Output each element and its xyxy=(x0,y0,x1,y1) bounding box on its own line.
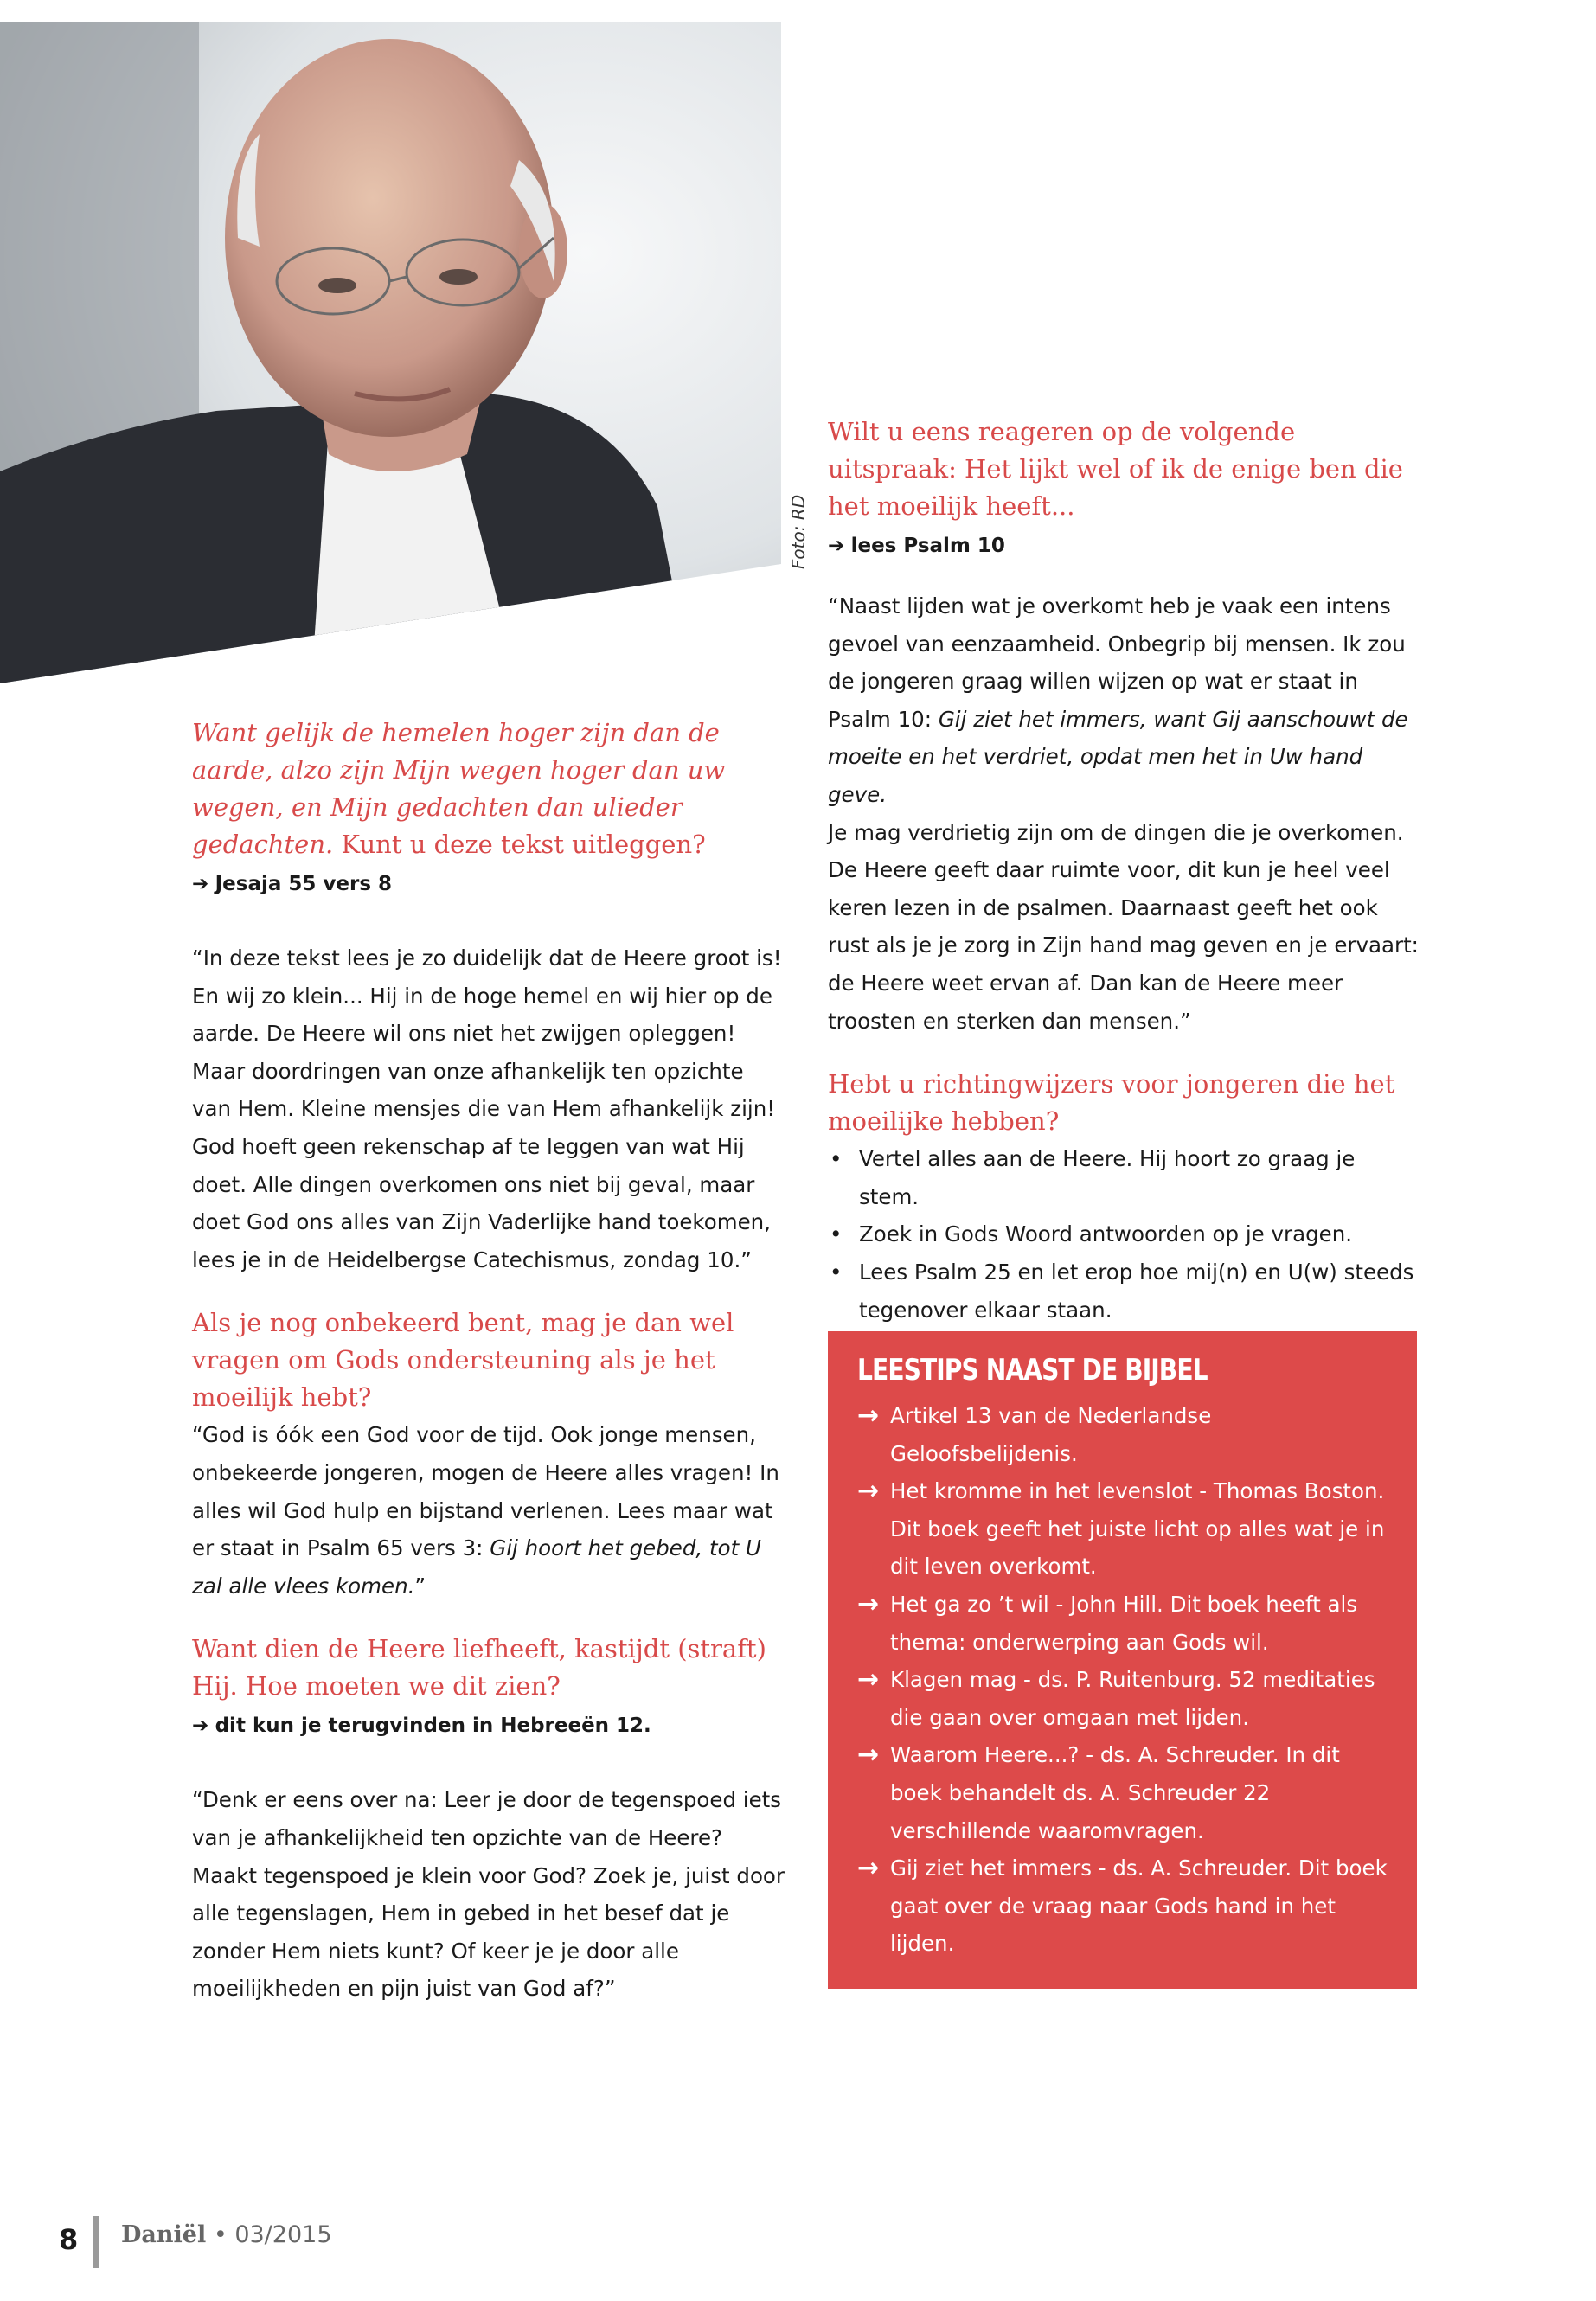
answer-text: “Denk er eens over na: Leer je door de tegenspoed iets van je afhankelijkheid ten opzichte van de Heere? Maakt tegenspoed je klein voor God? Zoek je, juist door alle tegenslagen, Hem in gebed in het besef dat je zonder Hem niets kunt? Of keer je je door alle moeilijkheden en pijn juist van God af?” xyxy=(192,1787,785,2002)
list-item: • Zoek in Gods Woord antwoorden op je vragen. xyxy=(828,1215,1421,1253)
left-column xyxy=(192,715,789,2008)
bible-reference: ➔ Jesaja 55 vers 8 xyxy=(192,873,393,895)
right-column xyxy=(828,413,1421,1329)
question-heading: Want dien de Heere liefheeft, kastijdt (straft) Hij. Hoe moeten we dit zien? xyxy=(192,1634,766,1702)
list-item: → Gij ziet het immers - ds. A. Schreuder. Dit boek gaat over de vraag naar Gods hand in het lijden. xyxy=(857,1849,1391,1963)
bible-reference: ➔ lees Psalm 10 xyxy=(828,535,1005,557)
list-item: • Lees Psalm 25 en let erop hoe mij(n) en U(w) steeds tegenover elkaar staan. xyxy=(828,1253,1421,1329)
arrow-right-icon: → xyxy=(857,1664,880,1695)
answer-text: Je mag verdrietig zijn om de dingen die je overkomen. De Heere geeft daar ruimte voor, dit kun je heel veel keren lezen in de psalmen. Daarnaast geeft het ook rust als je je zorg in Zijn hand mag geven en je ervaart: de Heere weet ervan af. Dan kan de Heere meer troosten en sterken dan mensen.” xyxy=(828,819,1419,1034)
arrow-icon: ➔ xyxy=(192,1715,215,1738)
answer-text: “Naast lijden wat je overkomt heb je vaak een intens gevoel van eenzaamheid. Onbegrip bij mensen. Ik zou de jongeren graag willen wijzen op wat er staat in Psalm 10: Gij ziet het immers, want Gij aanschouwt de moeite en het verdriet, opdat men het in Uw hand geve. xyxy=(828,593,1408,807)
answer-text: “God is óók een God voor de tijd. Ook jonge mensen, onbekeerde jongeren, mogen de Heere alles vragen! In alles wil God hulp en bijstand verlenen. Lees maar wat er staat in Psalm 65 vers 3: Gij hoort het gebed, tot U zal alle vlees komen.” xyxy=(192,1422,779,1599)
list-item: → Waarom Heere...? - ds. A. Schreuder. In dit boek behandelt ds. A. Schreuder 22 verschillende waaromvragen. xyxy=(857,1736,1391,1849)
arrow-right-icon: → xyxy=(857,1740,880,1771)
arrow-right-icon: → xyxy=(857,1853,880,1884)
reading-tips-title: LEESTIPS NAAST DE BIJBEL xyxy=(857,1353,1208,1388)
arrow-icon: ➔ xyxy=(192,873,215,895)
portrait-photo xyxy=(0,22,781,683)
photo-credit: Foto: RD xyxy=(788,494,809,570)
question-heading: Wilt u eens reageren op de volgende uitspraak: Het lijkt wel of ik de enige ben die het moeilijk heeft... xyxy=(828,417,1403,521)
reading-tips-list xyxy=(857,1397,1391,1963)
reading-tips-box xyxy=(828,1331,1417,1989)
list-item: → Artikel 13 van de Nederlandse Geloofsbelijdenis. xyxy=(857,1397,1391,1472)
question-heading: Want gelijk de hemelen hoger zijn dan de aarde, alzo zijn Mijn wegen hoger dan uw wegen, en Mijn gedachten dan ulieder gedachten. Kunt u deze tekst uitleggen? xyxy=(192,718,726,859)
answer-text: “In deze tekst lees je zo duidelijk dat de Heere groot is! En wij zo klein... Hij in de hoge hemel en wij hier op de aarde. De Heere wil ons niet het zwijgen opleggen! Maar doordringen van onze afhankelijk ten opzichte van Hem. Kleine mensjes die van Hem afhankelijk zijn! God hoeft geen rekenschap af te leggen van wat Hij doet. Alle dingen overkomen ons niet bij geval, maar doet God ons alles van Zijn Vaderlijke hand toekomen, lees je in de Heidelbergse Catechismus, zondag 10.” xyxy=(192,945,782,1272)
list-item: → Het ga zo ’t wil - John Hill. Dit boek heeft als thema: onderwerping aan Gods wil. xyxy=(857,1586,1391,1661)
bible-reference: ➔ dit kun je terugvinden in Hebreeën 12. xyxy=(192,1715,651,1738)
list-item: → Klagen mag - ds. P. Ruitenburg. 52 meditaties die gaan over omgaan met lijden. xyxy=(857,1661,1391,1736)
arrow-right-icon: → xyxy=(857,1400,880,1431)
list-item: • Vertel alles aan de Heere. Hij hoort zo graag je stem. xyxy=(828,1140,1421,1215)
question-heading: Als je nog onbekeerd bent, mag je dan wel vragen om Gods ondersteuning als je het moeilijk hebt? xyxy=(192,1308,734,1413)
list-item: → Het kromme in het levenslot - Thomas Boston. Dit boek geeft het juiste licht op alles wat je in dit leven overkomt. xyxy=(857,1472,1391,1586)
magazine-issue: Daniël • 03/2015 xyxy=(121,2221,332,2248)
footer-divider xyxy=(93,2216,99,2268)
arrow-icon: ➔ xyxy=(828,535,851,557)
arrow-right-icon: → xyxy=(857,1588,880,1619)
page-footer xyxy=(59,2216,491,2268)
tips-list xyxy=(828,1140,1421,1329)
arrow-right-icon: → xyxy=(857,1476,880,1507)
page-number: 8 xyxy=(59,2223,79,2256)
question-heading: Hebt u richtingwijzers voor jongeren die het moeilijke hebben? xyxy=(828,1069,1395,1137)
